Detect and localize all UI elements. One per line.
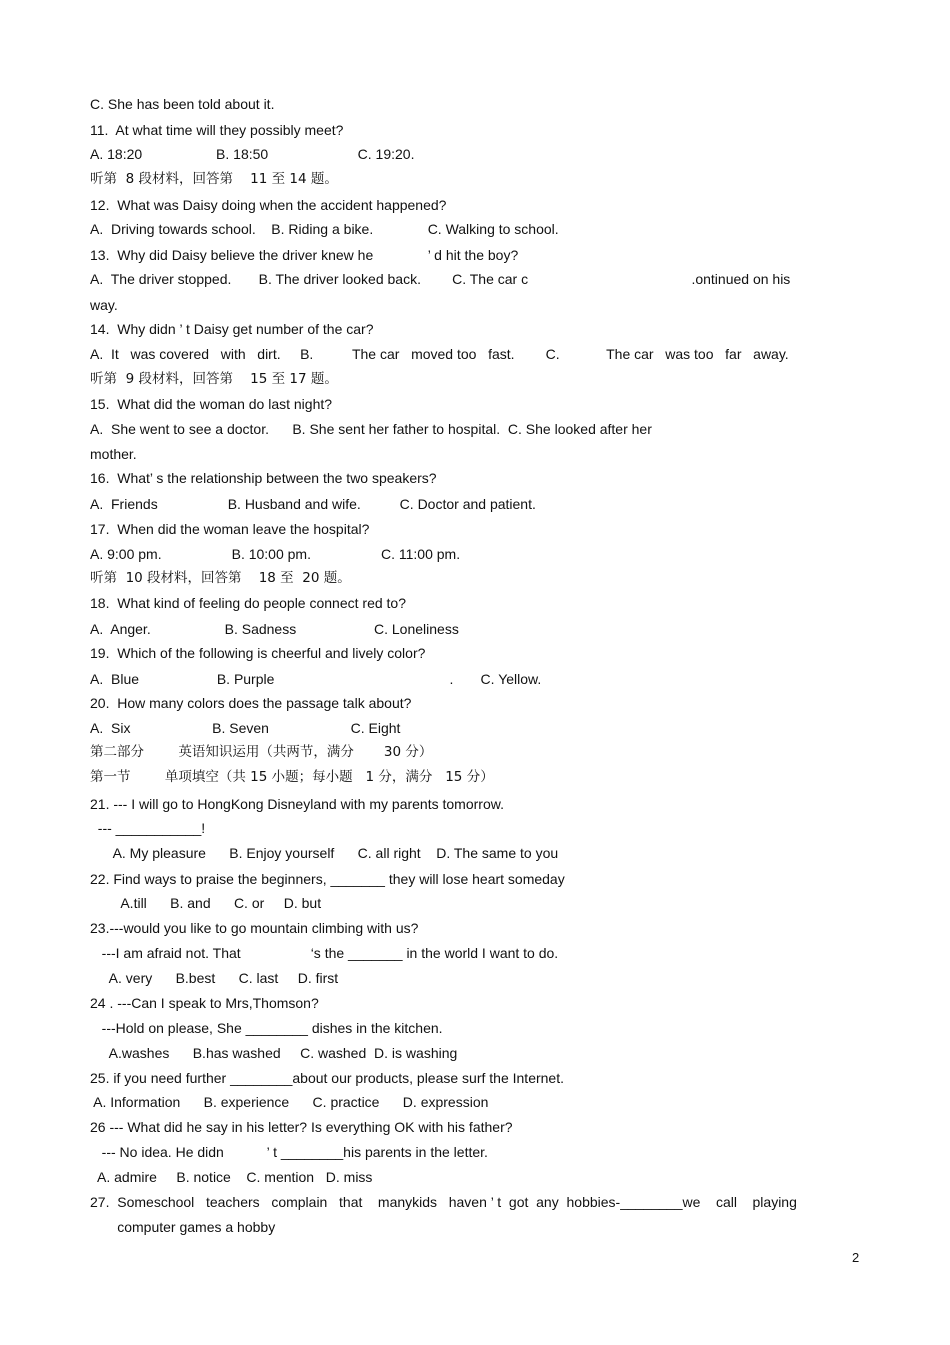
question-24: 24 . ---Can I speak to Mrs,Thomson? (90, 995, 319, 1011)
section-instruction: 听第 8 段材料，回答第 11 至 14 题。 (90, 171, 338, 187)
question-11: 11. At what time will they possibly meet? (90, 122, 344, 138)
question-26: 26 --- What did he say in his letter? Is everything OK with his father? (90, 1119, 513, 1135)
section-instruction: 听第 10 段材料，回答第 18 至 20 题。 (90, 570, 351, 586)
options-12: A. Driving towards school. B. Riding a bike. C. Walking to school. (90, 221, 559, 237)
options-20: A. Six B. Seven C. Eight (90, 720, 401, 736)
options-22: A.till B. and C. or D. but (90, 895, 322, 911)
text-line: C. She has been told about it. (90, 96, 275, 112)
options-13: A. The driver stopped. B. The driver looked back. C. The car c .ontinued on his (90, 271, 791, 287)
options-18: A. Anger. B. Sadness C. Loneliness (90, 621, 459, 637)
question-26-reply: --- No idea. He didn ’ t ________his parents in the letter. (90, 1144, 488, 1160)
question-23-reply: ---I am afraid not. That ‘s the _______ in the world I want to do. (90, 945, 559, 961)
question-21-reply: --- ___________! (90, 820, 206, 836)
part-heading: 第二部分 英语知识运用（共两节，满分 30 分） (90, 744, 433, 760)
options-19: A. Blue B. Purple . C. Yellow. (90, 671, 542, 687)
options-26: A. admire B. notice C. mention D. miss (90, 1169, 373, 1185)
section-heading: 第一节 单项填空（共 15 小题；每小题 1 分，满分 15 分） (90, 769, 494, 785)
options-17: A. 9:00 pm. B. 10:00 pm. C. 11:00 pm. (90, 546, 461, 562)
question-27-cont: computer games a hobby (90, 1219, 276, 1235)
question-20: 20. How many colors does the passage talk about? (90, 695, 412, 711)
question-23: 23.---would you like to go mountain climbing with us? (90, 920, 419, 936)
question-12: 12. What was Daisy doing when the accident happened? (90, 197, 447, 213)
options-24: A.washes B.has washed C. washed D. is washing (90, 1045, 458, 1061)
text-line: mother. (90, 446, 137, 462)
options-21: A. My pleasure B. Enjoy yourself C. all right D. The same to you (90, 845, 559, 861)
question-21: 21. --- I will go to HongKong Disneyland with my parents tomorrow. (90, 796, 504, 812)
question-24-reply: ---Hold on please, She ________ dishes in the kitchen. (90, 1020, 443, 1036)
question-22: 22. Find ways to praise the beginners, _______ they will lose heart someday (90, 871, 565, 887)
question-19: 19. Which of the following is cheerful and lively color? (90, 645, 426, 661)
options-11: A. 18:20 B. 18:50 C. 19:20. (90, 146, 415, 162)
options-25: A. Information B. experience C. practice D. expression (90, 1094, 489, 1110)
question-13: 13. Why did Daisy believe the driver knew he ’ d hit the boy? (90, 247, 519, 263)
options-16: A. Friends B. Husband and wife. C. Doctor and patient. (90, 496, 536, 512)
question-16: 16. What’ s the relationship between the two speakers? (90, 470, 437, 486)
options-15: A. She went to see a doctor. B. She sent her father to hospital. C. She looked after her (90, 421, 652, 437)
question-17: 17. When did the woman leave the hospital? (90, 521, 370, 537)
question-18: 18. What kind of feeling do people connect red to? (90, 595, 406, 611)
question-25: 25. if you need further ________about our products, please surf the Internet. (90, 1070, 564, 1086)
question-15: 15. What did the woman do last night? (90, 396, 333, 412)
text-line: way. (90, 297, 118, 313)
page-number: 2 (852, 1250, 860, 1265)
question-27: 27. Someschool teachers complain that manykids haven ’ t got any hobbies-________we call playing (90, 1194, 797, 1210)
options-23: A. very B.best C. last D. first (90, 970, 339, 986)
options-14: A. It was covered with dirt. B. The car moved too fast. C. The car was too far away. (90, 346, 789, 362)
question-14: 14. Why didn ’ t Daisy get number of the car? (90, 321, 374, 337)
section-instruction: 听第 9 段材料，回答第 15 至 17 题。 (90, 371, 338, 387)
